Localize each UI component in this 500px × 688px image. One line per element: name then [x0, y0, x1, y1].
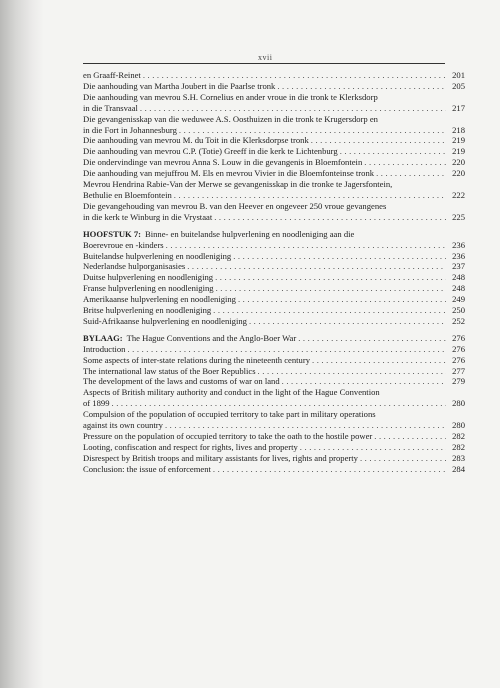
toc-entry-row [83, 305, 465, 316]
toc-entry-title: Franse hulpverlening en noodleniging [83, 283, 214, 294]
toc-entry-row [83, 442, 465, 453]
toc-entry [83, 135, 465, 146]
page-number: 280 [452, 420, 465, 431]
toc-entry-line: Die aanhouding van mevrou S.H. Cornelius en ander vroue in die tronk te Klerksdorp [83, 91, 378, 102]
toc-entry-row [83, 125, 465, 136]
toc-entry-title: Die aanhouding van mevrou M. du Toit in die Klerksdorpse tronk [83, 135, 309, 146]
dot-leader [143, 70, 446, 81]
dot-leader [376, 168, 446, 179]
toc-entry [83, 157, 465, 168]
toc-entry-title: Nederlandse hulporganisasies [83, 261, 186, 272]
page-number: 248 [452, 283, 465, 294]
dot-leader [298, 333, 446, 344]
toc-entry-row [83, 420, 465, 431]
toc-entry-row [83, 261, 465, 272]
dot-leader [112, 398, 447, 409]
toc-entry-row [83, 366, 465, 377]
dot-leader [312, 355, 446, 366]
dot-leader [258, 366, 446, 377]
toc-entry-title: Pressure on the population of occupied territory to take the oath to the hostile power [83, 431, 373, 441]
toc-entry [83, 81, 465, 92]
toc-entry-title: Looting, confiscation and respect for rights, lives and property [83, 441, 298, 452]
dot-leader [187, 261, 446, 272]
toc-entry [83, 431, 465, 442]
toc-entry-title: in die Fort in Johannesburg [83, 124, 177, 135]
toc-entry-title: Disrespect by British troops and military assistants for lives, rights and property [83, 452, 358, 463]
dot-leader [213, 464, 446, 475]
toc-entry [83, 272, 465, 283]
toc-entry-row [83, 464, 465, 475]
toc-entry-row [83, 135, 465, 146]
toc-entry-title: Some aspects of inter-state relations during the nineteenth century [83, 354, 311, 365]
section-label: HOOFSTUK 7: [83, 228, 142, 239]
dot-leader [140, 103, 446, 114]
toc-entry-row [83, 398, 465, 409]
page-number: 219 [452, 146, 465, 157]
toc-entry [83, 366, 465, 377]
dot-leader [238, 294, 446, 305]
page-number: 236 [452, 239, 465, 250]
toc-entry-title: Conclusion: the issue of enforcement [83, 463, 211, 474]
page-number: 217 [452, 102, 465, 113]
toc-entry-line: Compulsion of the population of occupied territory to take part in military operations [83, 409, 376, 420]
toc-entry [83, 114, 465, 136]
section-label: BYLAAG: [83, 332, 123, 343]
toc-entry-title: Boerevroue en -kinders [83, 239, 164, 250]
toc-entry-title: Die aanhouding van mevrou C.P. (Totie) Greeff in die kerk te Lichtenburg [83, 146, 338, 157]
toc-entry [83, 344, 465, 355]
toc-entry [83, 240, 465, 251]
page-number: 205 [452, 80, 465, 91]
table-of-contents [83, 70, 465, 475]
toc-entry-title: Introduction [83, 343, 126, 354]
toc-entry [83, 387, 465, 409]
page-number: 219 [452, 135, 465, 146]
toc-entry-row [83, 70, 465, 81]
toc-entry [83, 316, 465, 327]
toc-entry-row [83, 157, 465, 168]
toc-entry-line: Die gevangehouding van mevrou B. van den Heever en ongeveer 250 vroue gevangenes [83, 200, 387, 211]
page-number: 201 [452, 70, 465, 80]
toc-entry-row [83, 240, 465, 251]
dot-leader [127, 344, 446, 355]
toc-entry [83, 409, 465, 431]
toc-entry-row [83, 344, 465, 355]
page-number: 276 [452, 343, 465, 354]
toc-entry-row [83, 453, 465, 464]
page-number: 236 [452, 250, 465, 261]
dot-leader [215, 272, 446, 283]
toc-entry-row [83, 81, 465, 92]
toc-entry-title: Suid-Afrikaanse hulpverlening en noodleniging [83, 315, 247, 326]
toc-entry [83, 305, 465, 316]
dot-leader [214, 212, 446, 223]
toc-entry-title: in die kerk te Winburg in die Vrystaat [83, 211, 213, 222]
toc-entry-title: Die ondervindinge van mevrou Anna S. Louw in die gevangenis in Bloemfontein [83, 157, 363, 168]
dot-leader [311, 135, 446, 146]
page-number: 225 [452, 211, 465, 222]
toc-entry-row [83, 190, 465, 201]
page-number: 220 [452, 168, 465, 179]
toc-entry-title: Die aanhouding van Martha Joubert in die Paarlse tronk [83, 80, 276, 91]
toc-entry-title: Amerikaanse hulpverlening en noodleniging [83, 294, 236, 305]
dot-leader [165, 420, 446, 431]
toc-entry-line: Mevrou Hendrina Rabie-Van der Merwe se gevangenisskap in die tronke te Jagersfontein, [83, 179, 393, 190]
toc-entry [83, 442, 465, 453]
page-number: 220 [452, 157, 465, 168]
toc-entry-row [83, 146, 465, 157]
toc-entry [83, 146, 465, 157]
toc-entry-line: Aspects of British military authority and conduct in the light of the Hague Convention [83, 387, 380, 398]
toc-entry-title: Bethulie en Bloemfontein [83, 189, 172, 200]
page-number: 282 [452, 441, 465, 452]
page-number: 250 [452, 305, 465, 316]
toc-entry-row [83, 283, 465, 294]
dot-leader [166, 240, 446, 251]
toc-entry-title: The international law status of the Boer Republics [83, 365, 256, 376]
section-title: The Hague Conventions and the Anglo-Boer War [126, 332, 297, 343]
toc-entry [83, 179, 465, 201]
toc-entry-title: Buitelandse hulpverlening en noodleniging [83, 250, 232, 261]
toc-entry [83, 453, 465, 464]
toc-entry-row [83, 251, 465, 262]
toc-entry-line: Die gevangenisskap van die weduwee A.S. Oosthuizen in die tronk te Krugersdorp en [83, 113, 378, 124]
page-number: 276 [452, 354, 465, 365]
toc-entry [83, 70, 465, 81]
page-number: 218 [452, 124, 465, 135]
toc-entry-row [83, 212, 465, 223]
page-number: 222 [452, 189, 465, 200]
toc-entry [83, 201, 465, 223]
dot-leader [179, 125, 446, 136]
toc-entry-title: against its own country [83, 420, 163, 431]
toc-entry-title: Die aanhouding van mejuffrou M. Els en mevrou Vivier in die Bloemfonteinse tronk [83, 168, 375, 179]
toc-entry [83, 251, 465, 262]
toc-entry-row [83, 316, 465, 327]
header-rule [83, 63, 445, 64]
toc-entry-title: of 1899 [83, 398, 110, 409]
toc-entry-row [83, 272, 465, 283]
page-number: 280 [452, 398, 465, 409]
page-number: 248 [452, 272, 465, 283]
page-number: 277 [452, 365, 465, 376]
toc-entry [83, 464, 465, 475]
section-heading [83, 333, 465, 344]
toc-entry-title: Britse hulpverlening en noodleniging [83, 305, 212, 316]
toc-entry [83, 92, 465, 114]
dot-leader [360, 453, 446, 464]
toc-entry-title: in die Transvaal [83, 102, 138, 113]
dot-leader [233, 251, 446, 262]
section-title: Binne- en buitelandse hulpverlening en noodleniging aan die [145, 228, 355, 239]
toc-entry-title: Duitse hulpverlening en noodleniging [83, 272, 214, 283]
dot-leader [282, 376, 446, 387]
section-heading [83, 229, 465, 240]
dot-leader [374, 431, 446, 442]
page-number: 283 [452, 452, 465, 463]
toc-entry-row [83, 431, 465, 442]
page-number: 249 [452, 294, 465, 305]
toc-entry [83, 294, 465, 305]
page-number: 276 [452, 332, 465, 343]
dot-leader [364, 157, 446, 168]
page-number: 237 [452, 261, 465, 272]
toc-entry [83, 261, 465, 272]
toc-entry-row [83, 355, 465, 366]
page-binding-shadow [0, 0, 44, 688]
toc-entry-row [83, 103, 465, 114]
page-number: 282 [452, 431, 465, 441]
page-number: 279 [452, 376, 465, 387]
page-numeral: xvii [258, 53, 273, 62]
dot-leader [216, 283, 446, 294]
page-number: 284 [452, 463, 465, 474]
dot-leader [249, 316, 446, 327]
dot-leader [340, 146, 446, 157]
toc-entry [83, 283, 465, 294]
toc-entry-row [83, 376, 465, 387]
page-number: 252 [452, 315, 465, 326]
toc-entry-row [83, 294, 465, 305]
toc-entry [83, 168, 465, 179]
dot-leader [174, 190, 446, 201]
toc-entry-row [83, 168, 465, 179]
dot-leader [213, 305, 446, 316]
toc-entry [83, 355, 465, 366]
toc-entry-title: The development of the laws and customs of war on land [83, 376, 280, 387]
dot-leader [300, 442, 446, 453]
toc-entry-title: en Graaff-Reinet [83, 70, 141, 80]
dot-leader [277, 81, 446, 92]
toc-entry [83, 376, 465, 387]
